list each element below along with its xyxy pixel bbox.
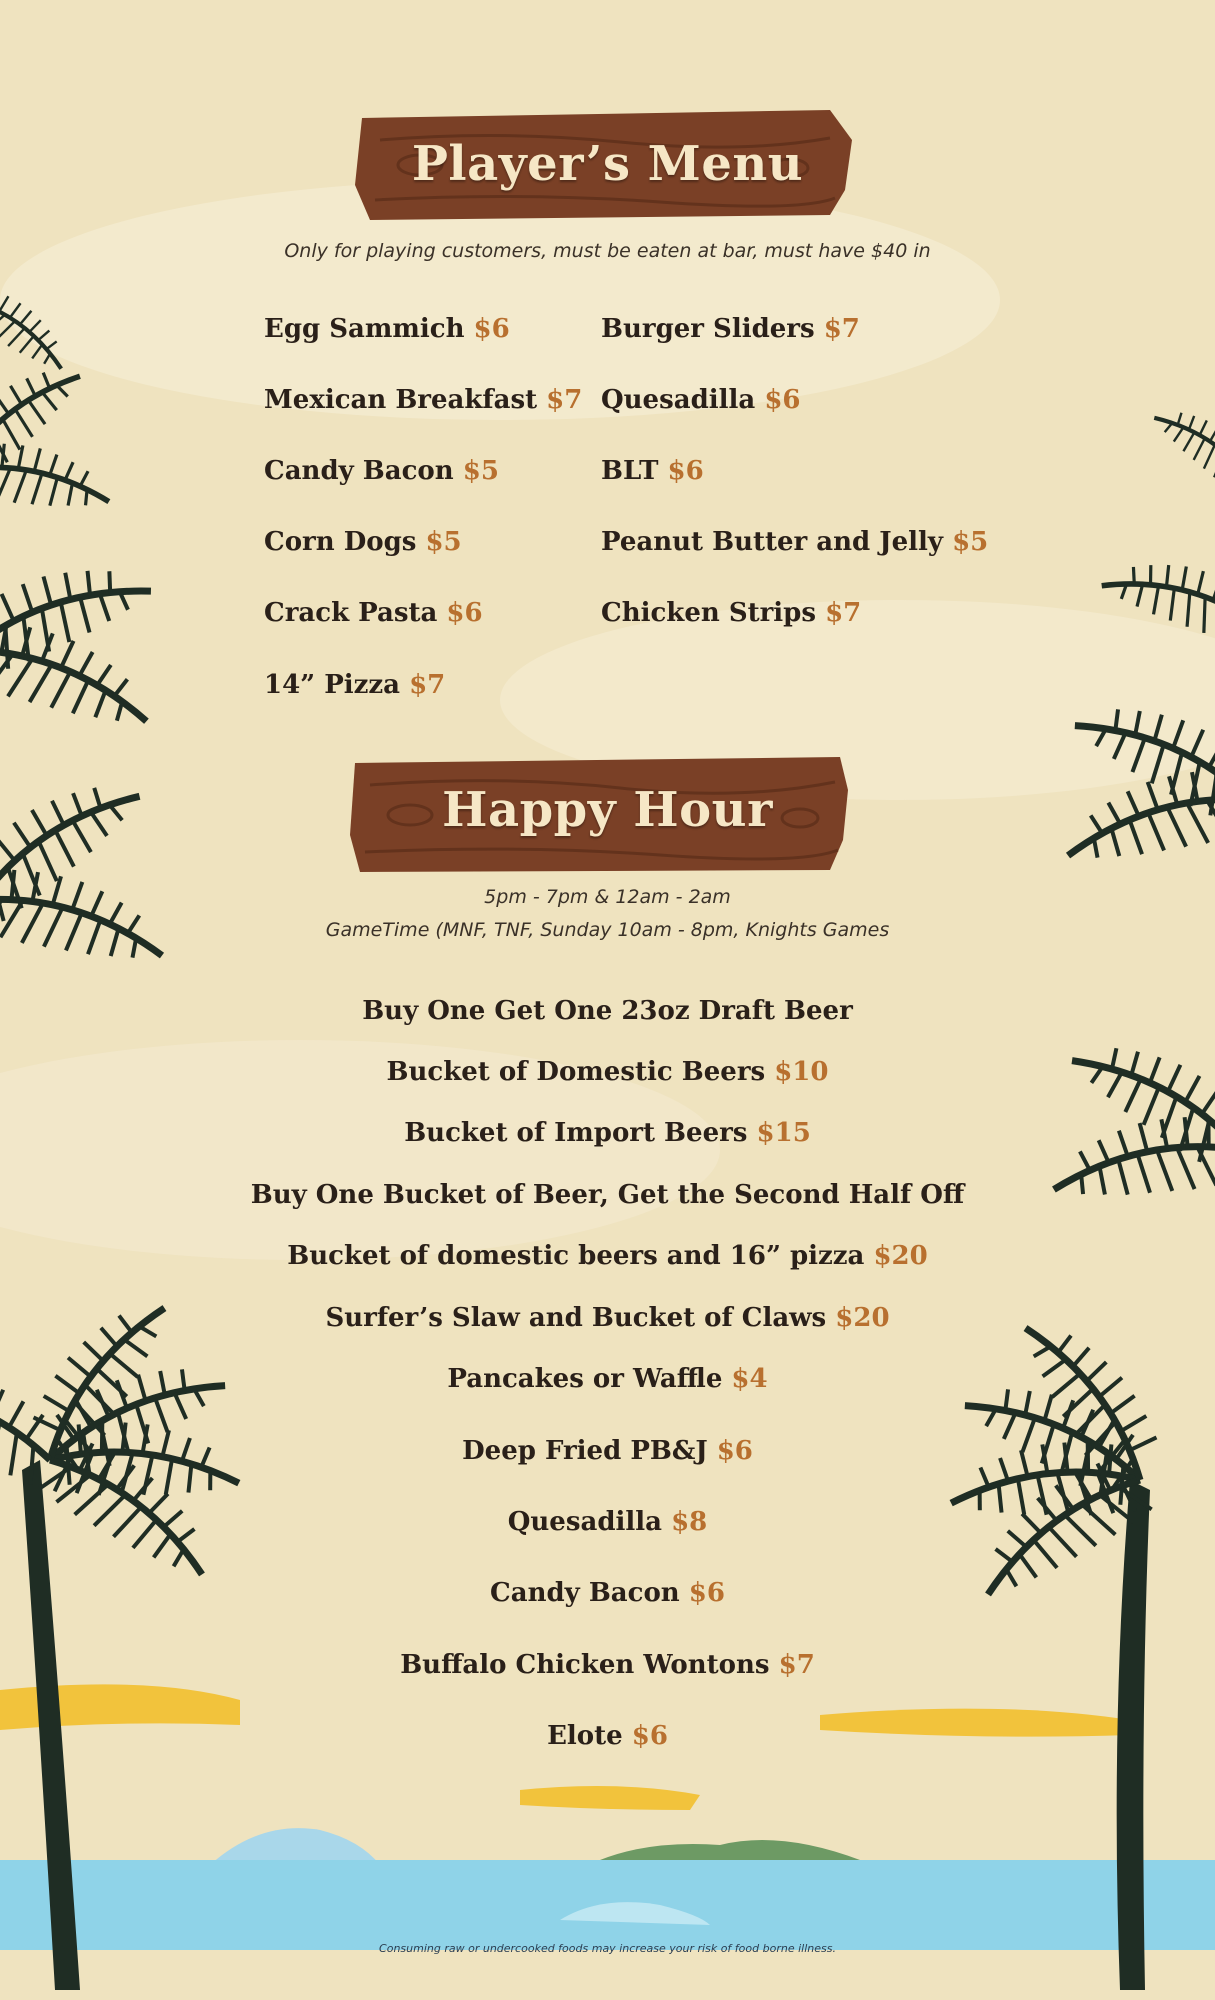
menu-item: Burger Sliders $7 xyxy=(601,314,860,344)
food-safety-disclaimer: Consuming raw or undercooked foods may increase your risk of food borne illness. xyxy=(379,1942,836,1955)
menu-item: Mexican Breakfast $7 xyxy=(264,385,583,415)
happy-hour-item: Bucket of Import Beers $15 xyxy=(404,1118,811,1148)
menu-item: Chicken Strips $7 xyxy=(601,598,862,628)
menu-item: Corn Dogs $5 xyxy=(264,527,462,557)
menu-item: 14” Pizza $7 xyxy=(264,670,446,700)
happy-hour-item: Quesadilla $8 xyxy=(507,1507,708,1537)
happy-hour-item: Bucket of Domestic Beers $10 xyxy=(386,1057,829,1087)
happy-hour-times: 5pm - 7pm & 12am - 2am xyxy=(484,886,731,908)
happy-hour-item: Buy One Get One 23oz Draft Beer xyxy=(362,996,853,1026)
players-menu-subtitle: Only for playing customers, must be eaten at bar, must have $40 in xyxy=(284,240,931,262)
happy-hour-item: Bucket of domestic beers and 16” pizza $20 xyxy=(287,1241,928,1271)
happy-hour-item: Surfer’s Slaw and Bucket of Claws $20 xyxy=(325,1303,890,1333)
happy-hour-title: Happy Hour xyxy=(442,782,773,838)
happy-hour-item: Buffalo Chicken Wontons $7 xyxy=(400,1650,815,1680)
happy-hour-item: Pancakes or Waffle $4 xyxy=(447,1364,768,1394)
happy-hour-item: Deep Fried PB&J $6 xyxy=(462,1436,753,1466)
happy-hour-item: Buy One Bucket of Beer, Get the Second Half Off xyxy=(250,1180,965,1210)
menu-item: Peanut Butter and Jelly $5 xyxy=(601,527,989,557)
happy-hour-gametime: GameTime (MNF, TNF, Sunday 10am - 8pm, Knights Games xyxy=(325,919,890,941)
menu-item: BLT $6 xyxy=(601,456,704,486)
menu-item: Egg Sammich $6 xyxy=(264,314,510,344)
menu-item: Candy Bacon $5 xyxy=(264,456,499,486)
players-menu-title: Player’s Menu xyxy=(411,136,804,192)
menu-item: Crack Pasta $6 xyxy=(264,598,483,628)
menu-item: Quesadilla $6 xyxy=(601,385,801,415)
happy-hour-item: Candy Bacon $6 xyxy=(490,1578,725,1608)
happy-hour-item: Elote $6 xyxy=(547,1721,668,1751)
